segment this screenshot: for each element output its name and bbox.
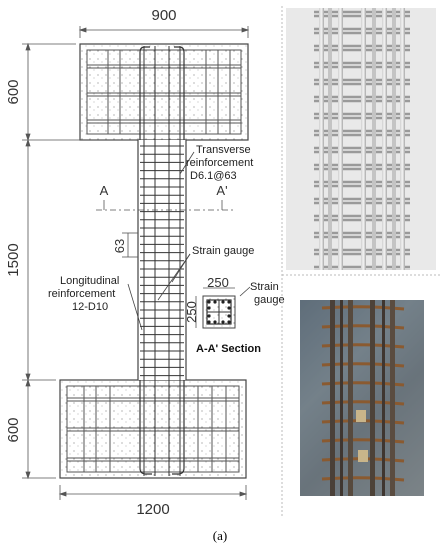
section-width: 250 bbox=[207, 275, 229, 290]
rebar-cage-photo bbox=[300, 300, 424, 496]
section-cut-left: A bbox=[99, 183, 109, 198]
transverse-label-2: reinforcement bbox=[186, 157, 254, 169]
section-height: 250 bbox=[184, 301, 199, 323]
bottom-block bbox=[60, 380, 246, 478]
transverse-label-1: Transverse bbox=[196, 144, 251, 156]
strain-gauge-label: Strain gauge bbox=[192, 245, 255, 257]
rebar-cage-render bbox=[286, 8, 436, 270]
section-view bbox=[196, 288, 235, 328]
longitudinal-label-2: reinforcement bbox=[48, 288, 116, 300]
dim-spacing: 63 bbox=[112, 238, 127, 254]
section-cut-right: A' bbox=[216, 183, 228, 198]
dim-bottom-width: 1200 bbox=[136, 501, 170, 518]
section-gauge-label-2: gauge bbox=[254, 294, 285, 306]
figure-caption: (a) bbox=[212, 528, 228, 543]
top-block bbox=[80, 44, 248, 140]
dim-column-height: 1500 bbox=[5, 243, 22, 277]
transverse-label-3: D6.1@63 bbox=[190, 170, 237, 182]
longitudinal-label-3: 12-D10 bbox=[72, 301, 109, 313]
dim-top-width: 900 bbox=[151, 7, 177, 24]
section-title: A-A' Section bbox=[196, 343, 261, 355]
section-gauge-label-1: Strain bbox=[250, 281, 279, 293]
longitudinal-label-1: Longitudinal bbox=[60, 275, 120, 287]
dim-top-height: 600 bbox=[5, 79, 22, 105]
dim-bottom-height: 600 bbox=[5, 417, 22, 443]
